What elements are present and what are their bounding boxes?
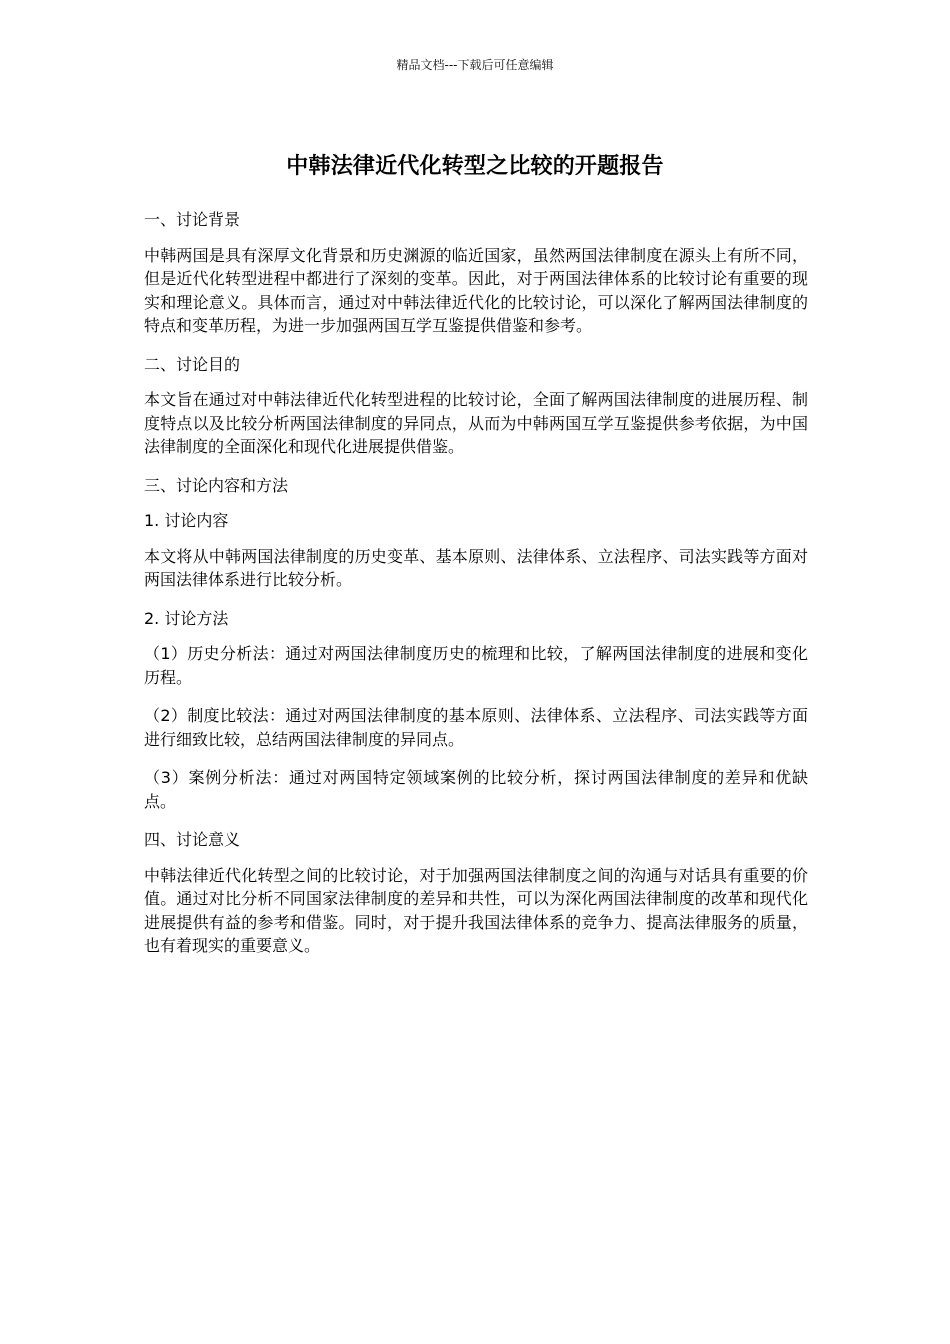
paragraph-research-content: 本文将从中韩两国法律制度的历史变革、基本原则、法律体系、立法程序、司法实践等方面对两国法律体系进行比较分析。 [144,546,808,589]
subheading-research-method: 2. 讨论方法 [144,608,229,628]
document-title: 中韩法律近代化转型之比较的开题报告 [286,153,664,179]
paragraph-method-history: （1）历史分析法：通过对两国法律制度历史的梳理和比较，了解两国法律制度的进展和变化历程。 [144,644,808,687]
paragraph-purpose: 本文旨在通过对中韩法律近代化转型进程的比较讨论，全面了解两国法律制度的进展历程、制度特点以及比较分析两国法律制度的异同点，从而为中韩两国互学互鉴提供参考依据，为中国法律制度的全面深化和现代化进展提供借鉴。 [144,390,808,456]
paragraph-significance: 中韩法律近代化转型之间的比较讨论，对于加强两国法律制度之间的沟通与对话具有重要的价值。通过对比分析不同国家法律制度的差异和共性，可以为深化两国法律制度的改革和现代化进展提供有益的参考和借鉴。同时，对于提升我国法律体系的竞争力、提高法律服务的质量，也有着现实的重要意义。 [144,865,808,955]
section-heading-background: 一、讨论背景 [144,210,241,229]
section-heading-purpose: 二、讨论目的 [144,354,241,374]
paragraph-background: 中韩两国是具有深厚文化背景和历史渊源的临近国家，虽然两国法律制度在源头上有所不同，但是近代化转型进程中都进行了深刻的变革。因此，对于两国法律体系的比较讨论有重要的现实和理论意义。具体而言，通过对中韩法律近代化的比较讨论，可以深化了解两国法律制度的特点和变革历程，为进一步加强两国互学互鉴提供借鉴和参考。 [144,245,808,335]
paragraph-method-comparison: （2）制度比较法：通过对两国法律制度的基本原则、法律体系、立法程序、司法实践等方面进行细致比较，总结两国法律制度的异同点。 [144,706,808,749]
subheading-research-content: 1. 讨论内容 [144,511,229,530]
document-body [144,208,808,973]
section-heading-content-method: 三、讨论内容和方法 [144,475,289,495]
header-note: 精品文档---下载后可任意编辑 [396,58,554,72]
section-heading-significance: 四、讨论意义 [144,830,241,849]
paragraph-method-case: （3）案例分析法：通过对两国特定领域案例的比较分析，探讨两国法律制度的差异和优缺点。 [144,768,808,811]
